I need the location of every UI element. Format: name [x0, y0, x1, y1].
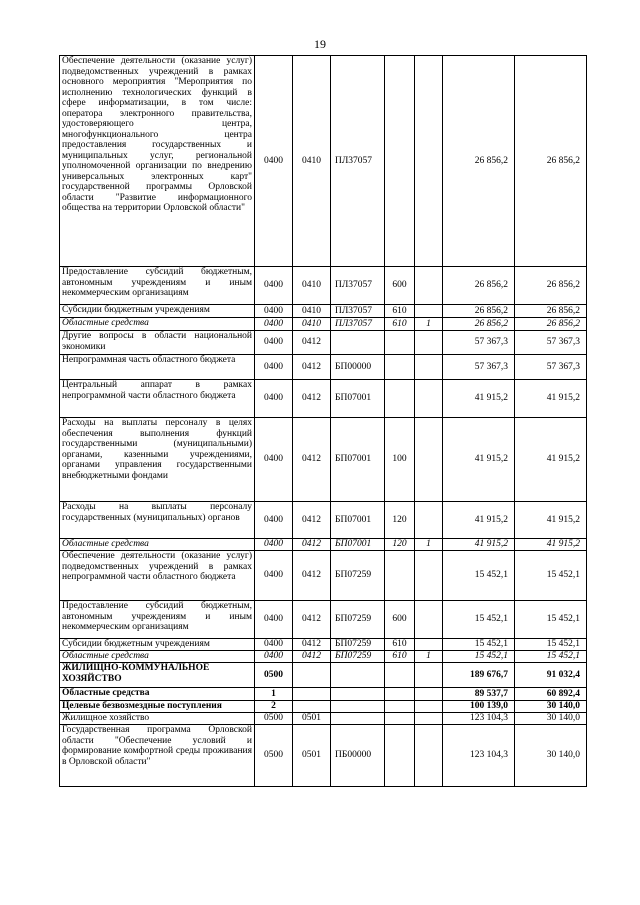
row-expense-type-code	[385, 56, 415, 267]
row-name: Расходы на выплаты персоналу в целях обеспечения выполнения функций государственными (муниципальными) органами, казенными учреждениями, органами управления государственными внебюджетными фондами	[60, 418, 255, 502]
table-row	[60, 331, 587, 355]
row-amount-2: 41 915,2	[515, 539, 587, 551]
row-amount-2: 30 140,0	[515, 713, 587, 725]
row-expense-type-code: 610	[385, 639, 415, 651]
row-subsection-code: 0412	[293, 551, 331, 601]
row-amount-2: 91 032,4	[515, 663, 587, 688]
table-row	[60, 725, 587, 787]
row-name: Обеспечение деятельности (оказание услуг) подведомственных учреждений в рамках основного мероприятия "Мероприятия по исполнению технологических функций в сфере информатизации, в том числе: оператора электронного правительства, удостоверяющего центра, многофункционального центра предоставления государственных и муниципальных услуг, региональной уполномоченной организации по внедрению универсальных электронных карт" государственной программы Орловской области "Развитие информационного общества на территории Орловской области"	[60, 56, 255, 267]
row-target-item-code: БП07001	[331, 539, 385, 551]
row-source-code	[415, 56, 443, 267]
row-source-code: 1	[415, 651, 443, 663]
row-amount-1: 15 452,1	[443, 639, 515, 651]
row-subsection-code: 0501	[293, 725, 331, 787]
row-amount-1: 57 367,3	[443, 355, 515, 380]
row-expense-type-code: 120	[385, 502, 415, 539]
row-amount-2: 30 140,0	[515, 701, 587, 713]
row-expense-type-code: 610	[385, 305, 415, 318]
row-subsection-code	[293, 688, 331, 701]
table-row	[60, 305, 587, 318]
row-amount-2: 15 452,1	[515, 651, 587, 663]
row-section-code: 2	[255, 701, 293, 713]
row-expense-type-code: 600	[385, 601, 415, 639]
row-expense-type-code	[385, 688, 415, 701]
row-source-code	[415, 639, 443, 651]
row-target-item-code: ПБ00000	[331, 725, 385, 787]
row-target-item-code: БП07259	[331, 551, 385, 601]
table-row	[60, 267, 587, 305]
row-source-code	[415, 305, 443, 318]
row-amount-1: 41 915,2	[443, 380, 515, 418]
row-source-code	[415, 331, 443, 355]
row-subsection-code: 0410	[293, 318, 331, 331]
row-amount-1: 57 367,3	[443, 331, 515, 355]
row-expense-type-code: 610	[385, 651, 415, 663]
row-amount-2: 57 367,3	[515, 331, 587, 355]
row-amount-2: 15 452,1	[515, 601, 587, 639]
row-section-code: 0400	[255, 639, 293, 651]
row-subsection-code	[293, 701, 331, 713]
row-expense-type-code	[385, 380, 415, 418]
row-expense-type-code: 100	[385, 418, 415, 502]
row-target-item-code: БП00000	[331, 355, 385, 380]
row-expense-type-code	[385, 331, 415, 355]
row-name: Другие вопросы в области национальной экономики	[60, 331, 255, 355]
row-subsection-code: 0410	[293, 305, 331, 318]
row-subsection-code: 0412	[293, 651, 331, 663]
row-name: Центральный аппарат в рамках непрограммной части областного бюджета	[60, 380, 255, 418]
row-expense-type-code	[385, 725, 415, 787]
row-source-code: 1	[415, 318, 443, 331]
row-name: Государственная программа Орловской области "Обеспечение условий и формирование комфортной среды проживания в Орловской области"	[60, 725, 255, 787]
row-subsection-code: 0501	[293, 713, 331, 725]
row-section-code: 0400	[255, 331, 293, 355]
row-target-item-code	[331, 663, 385, 688]
row-subsection-code: 0412	[293, 539, 331, 551]
row-amount-1: 189 676,7	[443, 663, 515, 688]
table-row	[60, 651, 587, 663]
row-subsection-code: 0412	[293, 601, 331, 639]
table-row	[60, 539, 587, 551]
row-name: Предоставление субсидий бюджетным, автономным учреждениям и иным некоммерческим организациям	[60, 601, 255, 639]
row-expense-type-code	[385, 701, 415, 713]
row-amount-1: 100 139,0	[443, 701, 515, 713]
row-expense-type-code	[385, 355, 415, 380]
row-amount-1: 89 537,7	[443, 688, 515, 701]
row-amount-2: 41 915,2	[515, 380, 587, 418]
page-number: 19	[314, 37, 326, 51]
table-row	[60, 701, 587, 713]
row-target-item-code: ПЛ37057	[331, 318, 385, 331]
row-amount-1: 15 452,1	[443, 651, 515, 663]
row-source-code	[415, 551, 443, 601]
row-section-code: 0400	[255, 539, 293, 551]
table-row	[60, 56, 587, 267]
row-source-code	[415, 355, 443, 380]
row-section-code: 0400	[255, 601, 293, 639]
row-amount-2: 30 140,0	[515, 725, 587, 787]
row-target-item-code: БП07001	[331, 380, 385, 418]
row-target-item-code	[331, 331, 385, 355]
row-amount-2: 60 892,4	[515, 688, 587, 701]
row-section-code: 0400	[255, 318, 293, 331]
row-amount-2: 41 915,2	[515, 418, 587, 502]
row-source-code	[415, 688, 443, 701]
row-amount-2: 26 856,2	[515, 56, 587, 267]
row-source-code	[415, 663, 443, 688]
table-row	[60, 601, 587, 639]
table-row	[60, 551, 587, 601]
row-target-item-code	[331, 688, 385, 701]
row-name: Целевые безвозмездные поступления	[60, 701, 255, 713]
row-subsection-code: 0412	[293, 639, 331, 651]
table-row	[60, 355, 587, 380]
row-target-item-code: БП07259	[331, 601, 385, 639]
row-name: Предоставление субсидий бюджетным, автономным учреждениям и иным некоммерческим организациям	[60, 267, 255, 305]
row-subsection-code: 0412	[293, 380, 331, 418]
row-target-item-code: БП07001	[331, 418, 385, 502]
row-expense-type-code	[385, 663, 415, 688]
row-source-code: 1	[415, 539, 443, 551]
row-section-code: 1	[255, 688, 293, 701]
row-target-item-code: ПЛ37057	[331, 267, 385, 305]
row-section-code: 0400	[255, 651, 293, 663]
row-name: Областные средства	[60, 688, 255, 701]
row-subsection-code: 0412	[293, 418, 331, 502]
row-name: Непрограммная часть областного бюджета	[60, 355, 255, 380]
row-subsection-code: 0410	[293, 56, 331, 267]
row-amount-2: 26 856,2	[515, 267, 587, 305]
row-section-code: 0500	[255, 663, 293, 688]
row-amount-2: 15 452,1	[515, 551, 587, 601]
row-name: Жилищное хозяйство	[60, 713, 255, 725]
row-target-item-code	[331, 701, 385, 713]
row-amount-1: 26 856,2	[443, 305, 515, 318]
table-row	[60, 418, 587, 502]
row-target-item-code: БП07259	[331, 651, 385, 663]
row-name: Расходы на выплаты персоналу государственных (муниципальных) органов	[60, 502, 255, 539]
row-amount-1: 26 856,2	[443, 318, 515, 331]
row-amount-1: 41 915,2	[443, 418, 515, 502]
row-amount-2: 15 452,1	[515, 639, 587, 651]
row-target-item-code: БП07259	[331, 639, 385, 651]
row-source-code	[415, 502, 443, 539]
row-name: Субсидии бюджетным учреждениям	[60, 305, 255, 318]
row-amount-1: 15 452,1	[443, 601, 515, 639]
row-name: ЖИЛИЩНО-КОММУНАЛЬНОЕ ХОЗЯЙСТВО	[60, 663, 255, 688]
row-subsection-code: 0410	[293, 267, 331, 305]
row-section-code: 0400	[255, 418, 293, 502]
row-expense-type-code	[385, 551, 415, 601]
row-name: Обеспечение деятельности (оказание услуг) подведомственных учреждений в рамках непрограммной части областного бюджета	[60, 551, 255, 601]
row-section-code: 0400	[255, 380, 293, 418]
row-source-code	[415, 267, 443, 305]
row-subsection-code: 0412	[293, 502, 331, 539]
row-section-code: 0500	[255, 725, 293, 787]
row-subsection-code: 0412	[293, 355, 331, 380]
row-target-item-code: ПЛ37057	[331, 305, 385, 318]
row-section-code: 0400	[255, 305, 293, 318]
row-amount-1: 15 452,1	[443, 551, 515, 601]
table-row	[60, 663, 587, 688]
row-section-code: 0400	[255, 355, 293, 380]
row-section-code: 0400	[255, 267, 293, 305]
row-source-code	[415, 601, 443, 639]
row-expense-type-code: 120	[385, 539, 415, 551]
row-source-code	[415, 380, 443, 418]
row-amount-1: 26 856,2	[443, 267, 515, 305]
table-row	[60, 688, 587, 701]
row-section-code: 0400	[255, 56, 293, 267]
row-expense-type-code: 610	[385, 318, 415, 331]
row-amount-2: 41 915,2	[515, 502, 587, 539]
budget-table	[59, 55, 587, 787]
row-amount-2: 26 856,2	[515, 305, 587, 318]
table-row	[60, 502, 587, 539]
row-source-code	[415, 725, 443, 787]
row-amount-1: 26 856,2	[443, 56, 515, 267]
row-name: Областные средства	[60, 318, 255, 331]
row-name: Областные средства	[60, 539, 255, 551]
row-section-code: 0400	[255, 502, 293, 539]
table-row	[60, 380, 587, 418]
table-row	[60, 318, 587, 331]
row-expense-type-code	[385, 713, 415, 725]
row-expense-type-code: 600	[385, 267, 415, 305]
table-row	[60, 639, 587, 651]
row-amount-1: 123 104,3	[443, 725, 515, 787]
row-source-code	[415, 418, 443, 502]
row-target-item-code: БП07001	[331, 502, 385, 539]
row-name: Субсидии бюджетным учреждениям	[60, 639, 255, 651]
row-section-code: 0500	[255, 713, 293, 725]
row-amount-1: 41 915,2	[443, 502, 515, 539]
row-name: Областные средства	[60, 651, 255, 663]
row-amount-2: 57 367,3	[515, 355, 587, 380]
row-amount-1: 41 915,2	[443, 539, 515, 551]
row-section-code: 0400	[255, 551, 293, 601]
row-amount-2: 26 856,2	[515, 318, 587, 331]
row-source-code	[415, 713, 443, 725]
row-target-item-code: ПЛ37057	[331, 56, 385, 267]
row-subsection-code: 0412	[293, 331, 331, 355]
table-row	[60, 713, 587, 725]
row-subsection-code	[293, 663, 331, 688]
row-source-code	[415, 701, 443, 713]
row-amount-1: 123 104,3	[443, 713, 515, 725]
row-target-item-code	[331, 713, 385, 725]
